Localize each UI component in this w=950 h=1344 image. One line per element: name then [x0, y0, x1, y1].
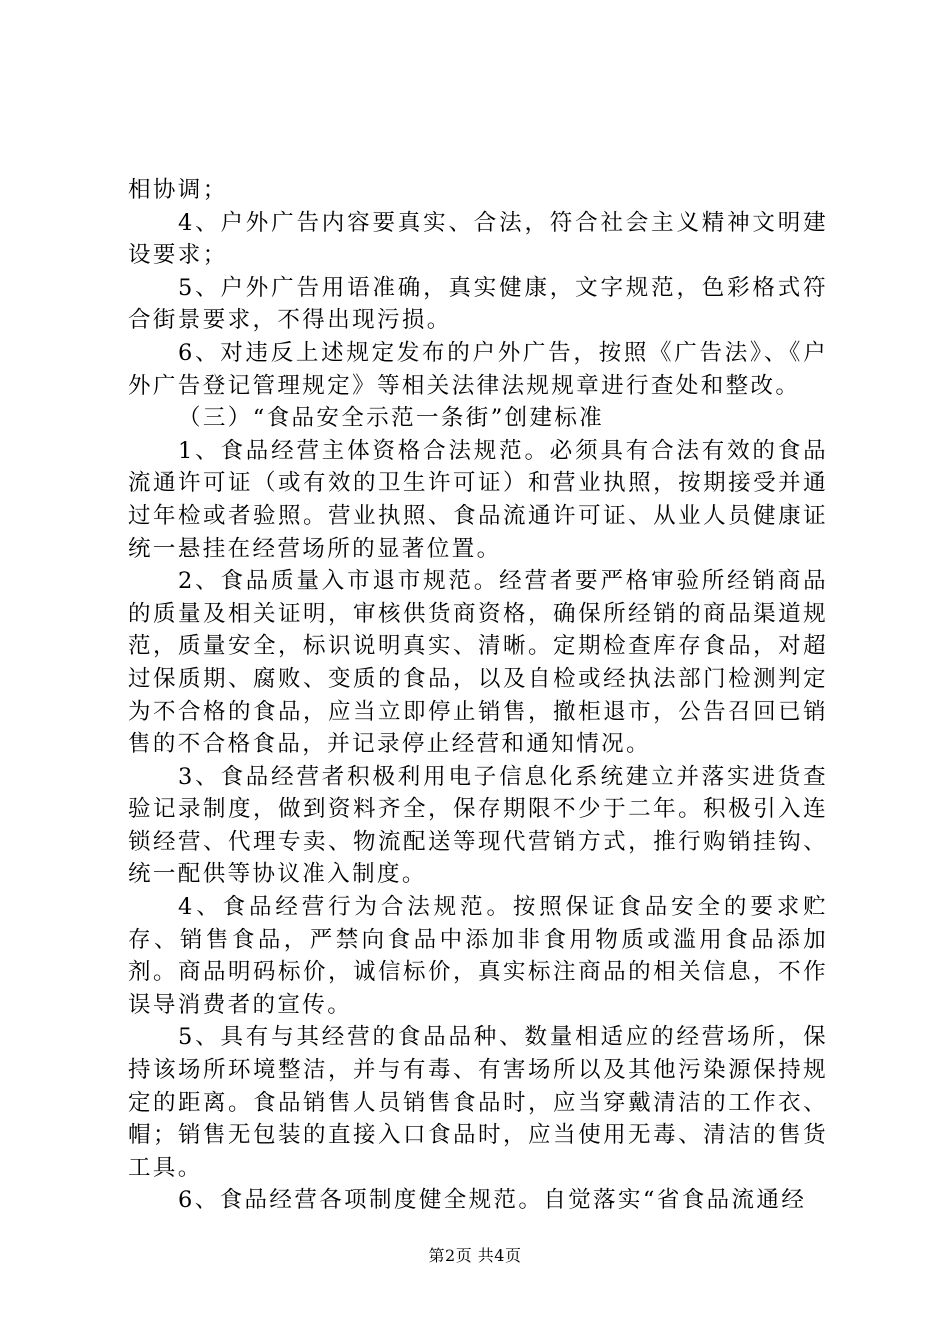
- paragraph-item-4: 4、户外广告内容要真实、合法，符合社会主义精神文明建设要求；: [128, 209, 828, 269]
- section-heading: （三）“食品安全示范一条街”创建标准: [178, 405, 605, 432]
- document-body: [128, 174, 828, 1217]
- paragraph-standard-4: 4、食品经营行为合法规范。按照保证食品安全的要求贮存、销售食品，严禁向食品中添加非食用物质或滥用食品添加剂。商品明码标价，诚信标价，真实标注商品的相关信息，不作误导消费者的宣传。: [128, 894, 828, 1018]
- paragraph-continuation: 相协调；: [128, 177, 228, 203]
- paragraph-standard-2: 2、食品质量入市退市规范。经营者要严格审验所经销商品的质量及相关证明，审核供货商资格，确保所经销的商品渠道规范，质量安全，标识说明真实、清晰。定期检查库存食品，对超过保质期、腐败、变质的食品，以及自检或经执法部门检测判定为不合格的食品，应当立即停止销售，撤柜退市，公告召回已销售的不合格食品，并记录停止经营和通知情况。: [128, 568, 828, 758]
- page-number-footer: 第2页 共4页: [428, 1246, 522, 1265]
- paragraph-standard-6: 6、食品经营各项制度健全规范。自觉落实“省食品流通经: [178, 1187, 807, 1214]
- paragraph-item-6: 6、对违反上述规定发布的户外广告，按照《广告法》、《户外广告登记管理规定》等相关法律法规规章进行查处和整改。: [128, 339, 828, 399]
- paragraph-item-5: 5、户外广告用语准确，真实健康，文字规范，色彩格式符合街景要求，不得出现污损。: [128, 274, 828, 334]
- paragraph-standard-3: 3、食品经营者积极利用电子信息化系统建立并落实进货查验记录制度，做到资料齐全，保存期限不少于二年。积极引入连锁经营、代理专卖、物流配送等现代营销方式，推行购销挂钩、统一配供等协议准入制度。: [128, 763, 828, 888]
- paragraph-standard-1: 1、食品经营主体资格合法规范。必须具有合法有效的食品流通许可证（或有效的卫生许可证）和营业执照，按期接受并通过年检或者验照。营业执照、食品流通许可证、从业人员健康证统一悬挂在经营场所的显著位置。: [128, 437, 828, 562]
- paragraph-standard-5: 5、具有与其经营的食品品种、数量相适应的经营场所，保持该场所环境整洁，并与有毒、有害场所以及其他污染源保持规定的距离。食品销售人员销售食品时，应当穿戴清洁的工作衣、帽；销售无包装的直接入口食品时，应当使用无毒、清洁的售货工具。: [128, 1024, 828, 1181]
